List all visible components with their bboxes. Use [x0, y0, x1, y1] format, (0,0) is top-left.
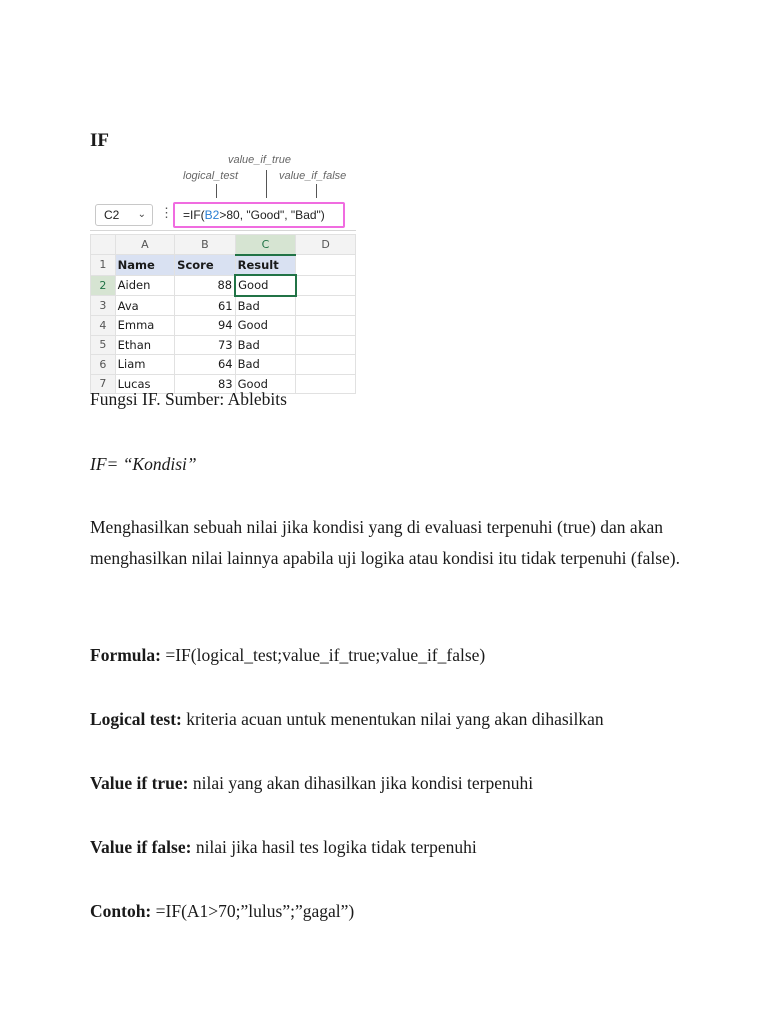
- row-header[interactable]: 6: [91, 355, 116, 375]
- value-if-false-label: Value if false:: [90, 837, 192, 857]
- more-options-icon[interactable]: ⋮: [160, 205, 173, 220]
- excel-if-figure: [90, 152, 356, 389]
- example-line: [90, 896, 690, 927]
- row-header[interactable]: 4: [91, 316, 116, 336]
- cell-a1[interactable]: Name: [115, 255, 175, 276]
- value-if-true-text: nilai yang akan dihasilkan jika kondisi terpenuhi: [188, 773, 534, 793]
- chevron-down-icon[interactable]: ⌄: [137, 209, 146, 220]
- formula-text: =IF(logical_test;value_if_true;value_if_false): [160, 645, 486, 665]
- callout-line-value-if-false: [316, 184, 317, 198]
- example-label: Contoh:: [90, 901, 152, 921]
- formula-input[interactable]: [173, 202, 345, 228]
- cell-empty[interactable]: [296, 275, 356, 296]
- cell-score[interactable]: 88: [175, 275, 235, 296]
- value-if-false-text: nilai jika hasil tes logika tidak terpenuhi: [191, 837, 477, 857]
- callout-line-value-if-true: [266, 170, 267, 198]
- formula-cell-reference: B2: [204, 208, 220, 222]
- value-if-true-line: [90, 768, 690, 799]
- column-header-b[interactable]: B: [175, 235, 235, 255]
- cell-score[interactable]: 61: [175, 296, 235, 316]
- formula-line: [90, 640, 690, 671]
- spreadsheet-grid: [90, 234, 356, 394]
- formula-bar: [90, 200, 356, 231]
- figure-caption: Fungsi IF. Sumber: Ablebits: [90, 389, 287, 409]
- cell-c1[interactable]: Result: [235, 255, 296, 276]
- table-row: [91, 275, 356, 296]
- cell-name[interactable]: Liam: [115, 355, 175, 375]
- logical-test-text: kriteria acuan untuk menentukan nilai yang akan dihasilkan: [181, 709, 604, 729]
- cell-result[interactable]: Bad: [235, 355, 296, 375]
- row-header[interactable]: 5: [91, 335, 116, 355]
- cell-name[interactable]: Emma: [115, 316, 175, 336]
- value-if-false-line: [90, 832, 690, 863]
- cell-result[interactable]: Good: [235, 316, 296, 336]
- formula-label: Formula:: [90, 645, 161, 665]
- table-row: [91, 296, 356, 316]
- row-header[interactable]: 7: [91, 374, 116, 394]
- row-header[interactable]: 1: [91, 255, 116, 276]
- cell-result[interactable]: Bad: [235, 335, 296, 355]
- select-all-corner[interactable]: [91, 235, 116, 255]
- callout-value-if-true: value_if_true: [228, 154, 291, 166]
- cell-result[interactable]: Good: [235, 374, 296, 394]
- cell-d1[interactable]: [296, 255, 356, 276]
- cell-empty[interactable]: [296, 316, 356, 336]
- name-box[interactable]: [95, 204, 153, 226]
- logical-test-line: [90, 704, 690, 735]
- formula-suffix: >80, "Good", "Bad"): [219, 208, 325, 222]
- column-header-a[interactable]: A: [115, 235, 175, 255]
- callout-value-if-false: value_if_false: [279, 170, 347, 182]
- formula-prefix: =IF(: [183, 208, 205, 222]
- callout-logical-test: logical_test: [183, 170, 239, 182]
- table-row: [91, 355, 356, 375]
- cell-result-active[interactable]: Good: [235, 275, 296, 296]
- table-row: [91, 335, 356, 355]
- cell-empty[interactable]: [296, 374, 356, 394]
- row-header[interactable]: 3: [91, 296, 116, 316]
- name-box-value: C2: [104, 208, 120, 222]
- cell-score[interactable]: 73: [175, 335, 235, 355]
- table-row: [91, 255, 356, 276]
- row-header[interactable]: 2: [91, 275, 116, 296]
- value-if-true-label: Value if true:: [90, 773, 189, 793]
- cell-name[interactable]: Ethan: [115, 335, 175, 355]
- cell-name[interactable]: Ava: [115, 296, 175, 316]
- cell-score[interactable]: 64: [175, 355, 235, 375]
- callout-line-logical-test: [216, 184, 217, 198]
- column-header-d[interactable]: D: [296, 235, 356, 255]
- description-paragraph: Menghasilkan sebuah nilai jika kondisi yang di evaluasi terpenuhi (true) dan akan menghasilkan nilai lainnya apabila uji logika atau kondisi itu tidak terpenuhi (false).: [90, 517, 680, 568]
- cell-name[interactable]: Lucas: [115, 374, 175, 394]
- section-heading: IF: [90, 130, 109, 151]
- cell-name[interactable]: Aiden: [115, 275, 175, 296]
- example-text: =IF(A1>70;”lulus”;”gagal”): [151, 901, 355, 921]
- cell-empty[interactable]: [296, 355, 356, 375]
- cell-score[interactable]: 94: [175, 316, 235, 336]
- syntax-line: IF= “Kondisi”: [90, 454, 197, 474]
- cell-result[interactable]: Bad: [235, 296, 296, 316]
- cell-empty[interactable]: [296, 296, 356, 316]
- cell-score[interactable]: 83: [175, 374, 235, 394]
- column-header-c[interactable]: C: [235, 235, 296, 255]
- logical-test-label: Logical test:: [90, 709, 182, 729]
- table-row: [91, 316, 356, 336]
- cell-empty[interactable]: [296, 335, 356, 355]
- cell-b1[interactable]: Score: [175, 255, 235, 276]
